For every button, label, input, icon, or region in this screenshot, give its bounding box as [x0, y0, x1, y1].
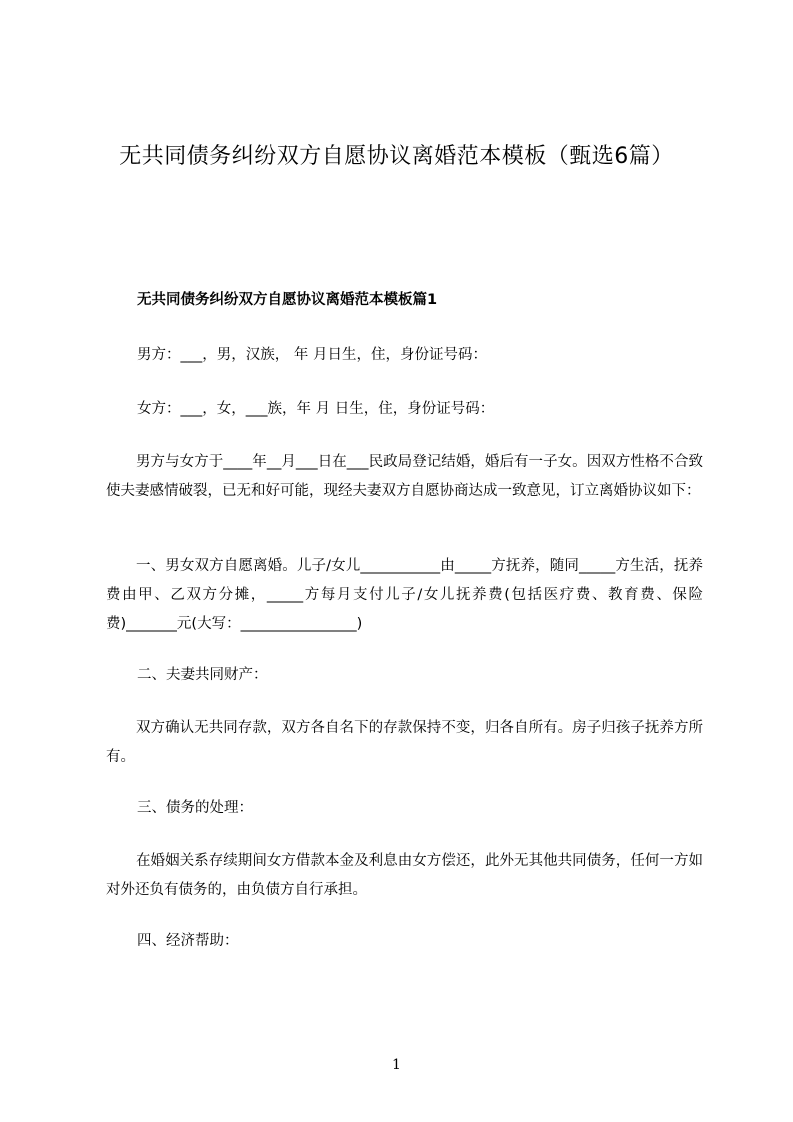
section-heading: 无共同债务纠纷双方自愿协议离婚范本模板篇1 — [137, 292, 438, 308]
woman-info-line: 女方：___，女，___族，年 月 日生，住，身份证号码： — [137, 401, 495, 417]
marriage-statement-paragraph: 男方与女方于____年__月___日在___民政局登记结婚，婚后有一子女。因双方性格不合致使夫妻感情破裂，已无和好可能，现经夫妻双方自愿协商达成一致意见，订立离婚协议如下： — [106, 454, 703, 499]
clause-1-paragraph: 一、男女双方自愿离婚。儿子/女儿___________由_____方抚养，随同_____方生活，抚养费由甲、乙双方分摊，_____方每月支付儿子/女儿抚养费(包括医疗费、教育费、保险费)_______元(大写：________________) — [106, 558, 703, 632]
clause-3-paragraph: 在婚姻关系存续期间女方借款本金及利息由女方偿还，此外无其他共同债务，任何一方如对外还负有债务的，由负债方自行承担。 — [106, 853, 703, 898]
clause-2-heading: 二、夫妻共同财产： — [137, 667, 268, 683]
document-title: 无共同债务纠纷双方自愿协议离婚范本模板（甄选6篇） — [119, 144, 674, 169]
page-number: 1 — [392, 1057, 401, 1073]
man-info-line: 男方：___，男，汉族， 年 月日生，住，身份证号码： — [137, 347, 487, 363]
clause-3-heading: 三、债务的处理： — [137, 800, 253, 816]
clause-4-heading: 四、经济帮助： — [137, 933, 239, 949]
clause-2-paragraph: 双方确认无共同存款，双方各自名下的存款保持不变，归各自所有。房子归孩子抚养方所有。 — [106, 720, 703, 765]
